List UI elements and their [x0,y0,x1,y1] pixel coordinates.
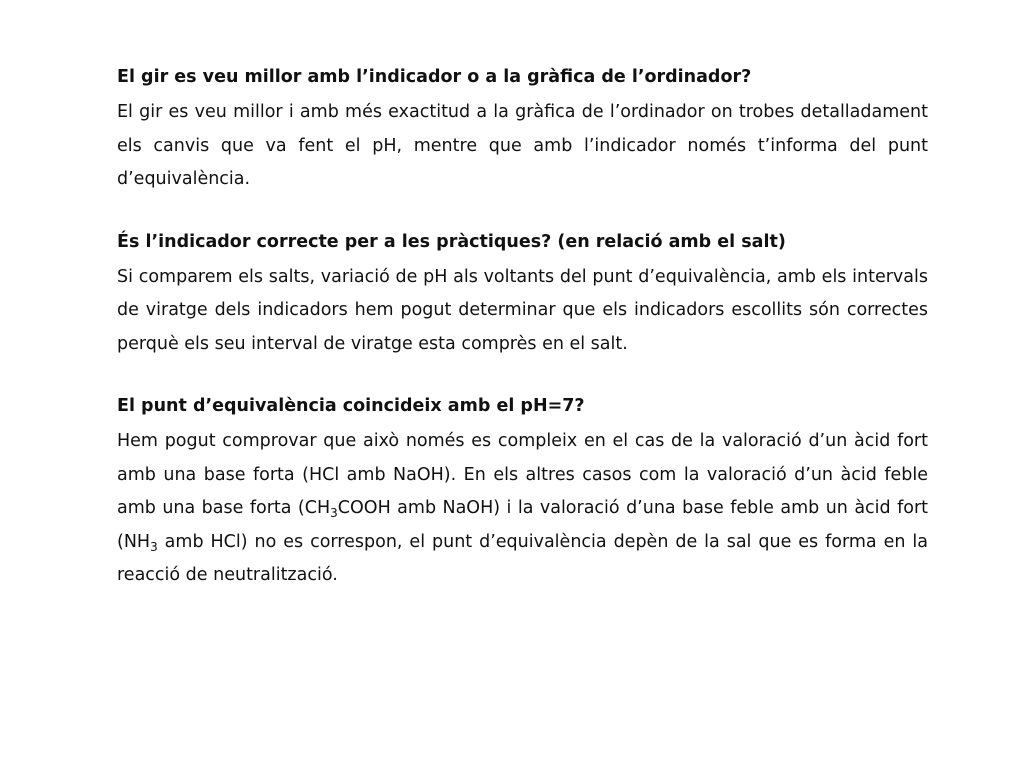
answer-text-part: Hem pogut comprovar que això només es compleix en el cas de la valoració d’un àcid fort amb una base forta (HCl amb NaOH). En els altres casos com la valoració d’un àcid feble amb una base forta (CH [117,431,928,518]
subscript-number: 3 [330,506,338,520]
answer-text-part: COOH amb NaOH) i la valoració d’una base feble amb un àcid fort (NH [117,498,929,552]
answer-paragraph: El gir es veu millor i amb més exactitud a la gràfica de l’ordinador on trobes detalladament els canvis que va fent el pH, mentre que amb l’indicador només t’informa del punt d’equivalència. [117,102,928,189]
question-heading: És l’indicador correcte per a les pràctiques? (en relació amb el salt) [117,231,786,252]
question-heading: El gir es veu millor amb l’indicador o a la gràfica de l’ordinador? [117,67,752,87]
question-heading: El punt d’equivalència coincideix amb el pH=7? [117,396,585,416]
qa-section-2 [117,227,928,362]
section-spacer [117,361,928,391]
document-page [117,62,928,593]
answer-paragraph [117,425,928,593]
answer-text-part: amb HCl) no es correspon, el punt d’equivalència depèn de la sal que es forma en la reacció de neutralització. [117,531,928,585]
qa-section-1 [117,62,928,197]
section-spacer [117,197,928,227]
subscript-number: 3 [150,539,158,554]
qa-section-3 [117,391,928,593]
answer-paragraph: Si comparem els salts, variació de pH als voltants del punt d’equivalència, amb els intervals de viratge dels indicadors hem pogut determinar que els indicadors escollits són correctes perquè els seu interval de viratge esta comprès en el salt. [117,266,928,354]
